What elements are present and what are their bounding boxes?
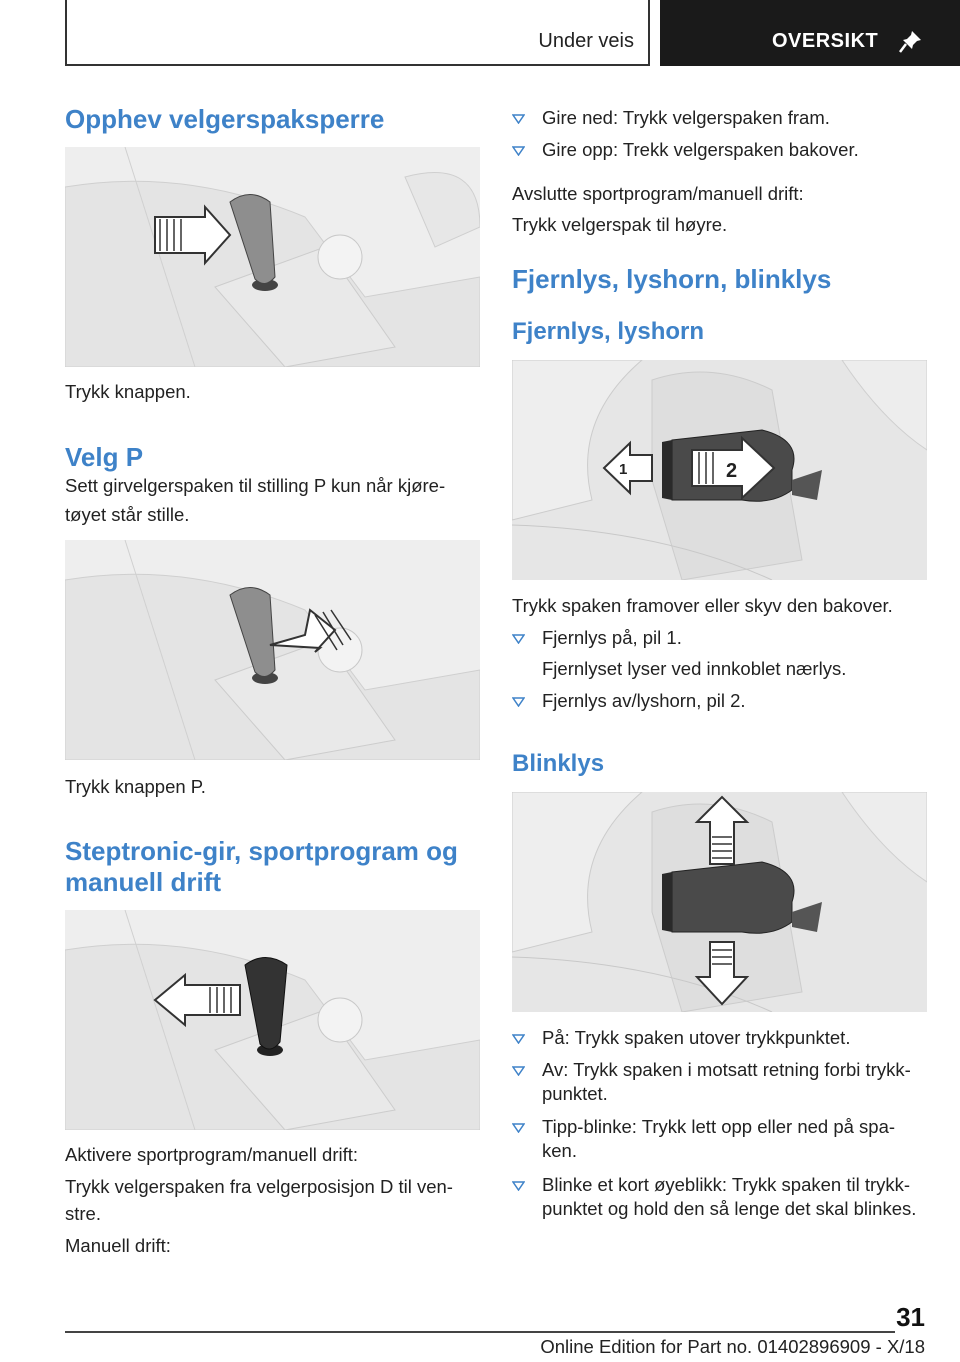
- list-item-tipp-blinke: Tipp-blinke: Trykk lett opp eller ned på spa- ken.: [512, 1115, 895, 1163]
- list-item-pa: På: Trykk spaken utover trykkpunktet.: [512, 1026, 850, 1050]
- triangle-bullet-icon: [512, 146, 525, 156]
- heading-fjernlys-lyshorn: Fjernlys, lyshorn: [512, 318, 705, 345]
- text-trykk-velger-2: stre.: [65, 1203, 101, 1224]
- tab-oversikt-label: OVERSIKT: [772, 30, 879, 52]
- text-aktivere: Aktivere sportprogram/manuell drift:: [65, 1144, 359, 1165]
- tab-oversikt[interactable]: [660, 0, 960, 66]
- image-stalk-fjernlys: [512, 360, 927, 580]
- triangle-bullet-icon: [512, 634, 525, 644]
- text-avslutte: Avslutte sportprogram/manuell drift:: [512, 183, 804, 204]
- triangle-bullet-icon: [512, 1123, 525, 1133]
- triangle-bullet-icon: [512, 1066, 525, 1076]
- text-fjernlyset: Fjernlyset lyser ved innkoblet nærlys.: [542, 658, 847, 679]
- arrow-label-1: 1: [619, 461, 628, 478]
- footer-edition: Online Edition for Part no. 01402896909 - X/18: [540, 1336, 925, 1357]
- list-item-gire-ned: Gire ned: Trykk velgerspaken fram.: [512, 106, 830, 130]
- list-item-gire-opp: Gire opp: Trekk velgerspaken bakover.: [512, 138, 859, 162]
- list-item-fjernlys-pa: Fjernlys på, pil 1.: [512, 626, 682, 650]
- tab-under-veis[interactable]: [65, 0, 650, 66]
- pin-icon: [898, 28, 924, 54]
- triangle-bullet-icon: [512, 1181, 525, 1191]
- heading-steptronic-2: manuell drift: [65, 867, 222, 897]
- text-manuell: Manuell drift:: [65, 1235, 171, 1256]
- text-sett-2: tøyet står stille.: [65, 504, 190, 525]
- list-item-av: Av: Trykk spaken i motsatt retning forbi trykk- punktet.: [512, 1058, 911, 1106]
- heading-opphev: Opphev velgerspaksperre: [65, 104, 385, 134]
- text-trykk-knappen-p: Trykk knappen P.: [65, 776, 206, 797]
- image-gear-lever-p: [65, 540, 480, 760]
- image-gear-lever-left: [65, 910, 480, 1130]
- tab-under-veis-label: Under veis: [538, 30, 634, 52]
- triangle-bullet-icon: [512, 697, 525, 707]
- text-trykk-velger-1: Trykk velgerspaken fra velgerposisjon D til ven-: [65, 1176, 453, 1197]
- text-trykk-spaken: Trykk spaken framover eller skyv den bakover.: [512, 595, 893, 616]
- text-trykk-hoyre: Trykk velgerspak til høyre.: [512, 214, 728, 235]
- page-number: 31: [896, 1302, 925, 1332]
- triangle-bullet-icon: [512, 1034, 525, 1044]
- text-trykk-knappen: Trykk knappen.: [65, 381, 191, 402]
- image-stalk-blinklys: [512, 792, 927, 1012]
- heading-steptronic-1: Steptronic-gir, sportprogram og: [65, 836, 458, 866]
- text-sett-1: Sett girvelgerspaken til stilling P kun når kjøre-: [65, 475, 446, 496]
- triangle-bullet-icon: [512, 114, 525, 124]
- heading-blinklys: Blinklys: [512, 750, 605, 777]
- heading-fjernlys-blinklys: Fjernlys, lyshorn, blinklys: [512, 264, 832, 294]
- image-gear-lever-unlock: [65, 147, 480, 367]
- arrow-label-2: 2: [726, 460, 738, 482]
- list-item-fjernlys-av: Fjernlys av/lyshorn, pil 2.: [512, 689, 746, 713]
- heading-velg-p: Velg P: [65, 442, 144, 472]
- footer-divider: [65, 1331, 895, 1333]
- list-item-blinke-kort: Blinke et kort øyeblikk: Trykk spaken til trykk- punktet og hold den så lenge det skal blinkes.: [512, 1173, 916, 1221]
